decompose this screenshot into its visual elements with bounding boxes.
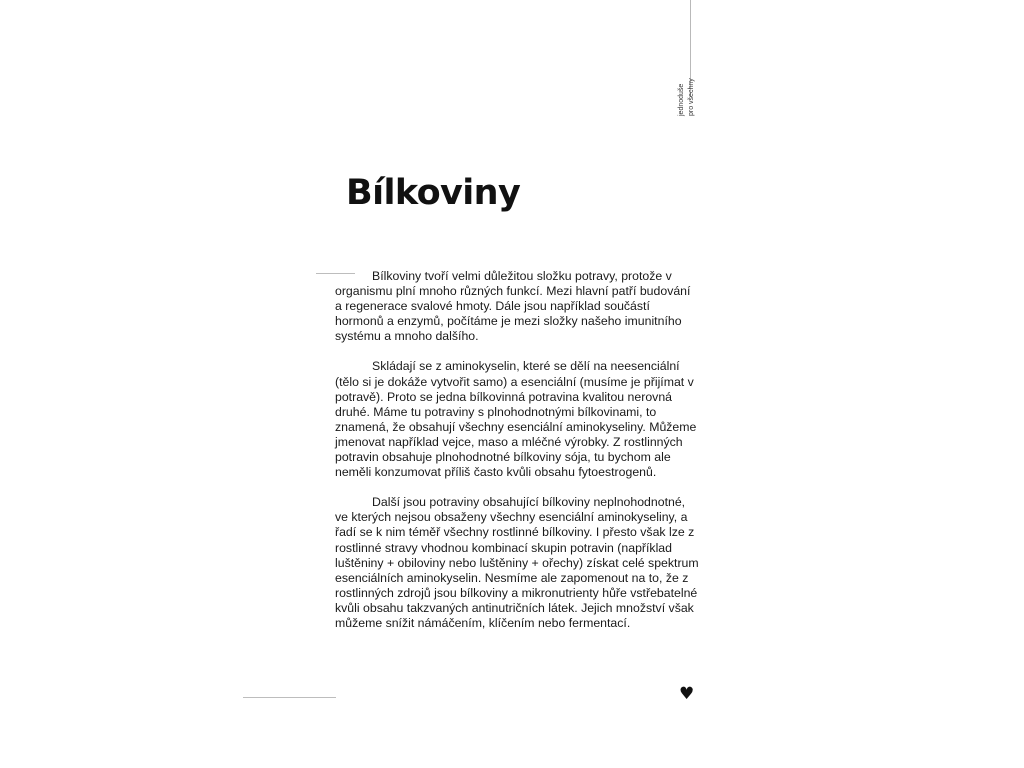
paragraph-1: Bílkoviny tvoří velmi důležitou složku potravy, protože v organismu plní mnoho různých funkcí. Mezi hlavní patří budování a regenerace svalové hmoty. Dále jsou například součástí hormonů a enzymů, počítáme je mezi složky našeho imunitního systému a mnoho dalšího.	[335, 269, 691, 344]
paragraph-3: Další jsou potraviny obsahující bílkoviny neplnohodnotné, ve kterých nejsou obsaženy všechny esenciální aminokyseliny, a řadí se k nim téměř všechny rostlinné bílkoviny. I přesto však lze z rostlinné stravy vhodnou kombinací skupin potravin (například luštěniny + obiloviny nebo luštěniny + ořechy) získat celé spektrum esenciálních aminokyselin. Nesmíme ale zapomenout na to, že z rostlinných zdrojů jsou bílkoviny a mikronutrienty hůře vstřebatelné kvůli obsahu takzvaných antinutričních látek. Jejich množství však můžeme snížit námáčením, klíčením nebo fermentací.	[335, 495, 699, 630]
tagline	[677, 52, 697, 116]
footer-rule	[243, 697, 336, 698]
heart-icon: ♥	[679, 684, 695, 704]
article-body	[335, 269, 700, 646]
paragraph-2: Skládají se z aminokyselin, které se dělí na neesenciální (tělo si je dokáže vytvořit samo) a esenciální (musíme je přijímat v potravě). Proto se jedna bílkovinná potravina kvalitou nerovná druhé. Máme tu potraviny s plnohodnotnými bílkovinami, to znamená, že obsahují všechny esenciální aminokyseliny. Můžeme jmenovat například vejce, maso a mléčné výrobky. Z rostlinných potravin obsahuje plnohodnotné bílkoviny sója, tu bychom ale neměli konzumovat příliš často kvůli obsahu fytoestrogenů.	[335, 359, 697, 480]
tagline-line-2: pro všechny	[688, 78, 695, 116]
page-title: Bílkoviny	[346, 173, 521, 213]
tagline-line-1: jednoduše	[678, 83, 685, 116]
